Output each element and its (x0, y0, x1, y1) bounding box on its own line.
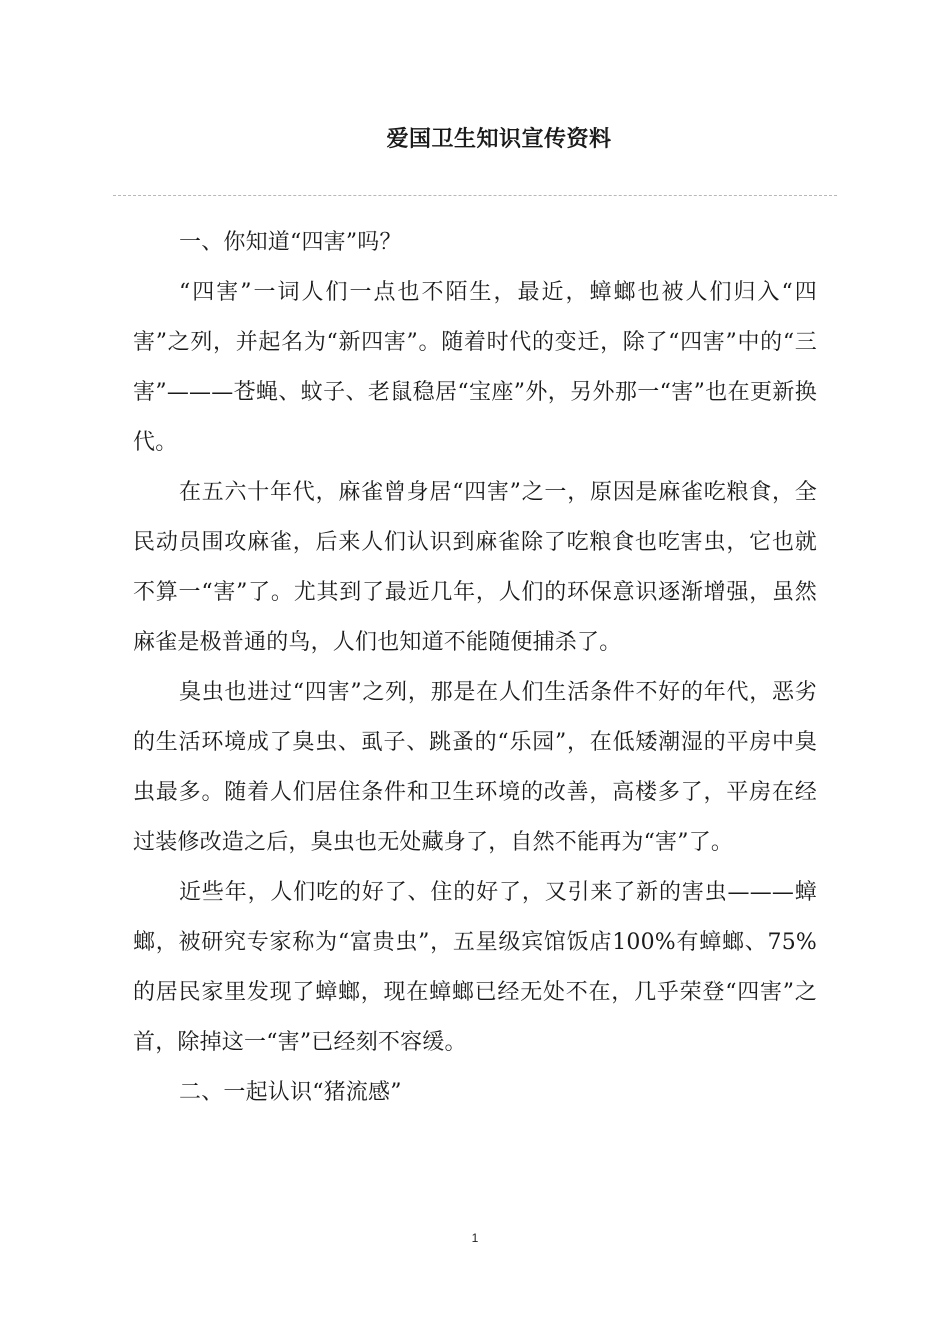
section-heading-1: 一、你知道“四害”吗？ (179, 230, 402, 255)
document-body (133, 218, 817, 1118)
paragraph: 臭虫也进过“四害”之列，那是在人们生活条件不好的年代，恶劣的生活环境成了臭虫、虱子、跳蚤的“乐园”，在低矮潮湿的平房中臭虫最多。随着人们居住条件和卫生环境的改善，高楼多了，平房在经过装修改造之后，臭虫也无处藏身了，自然不能再为“害”了。 (133, 680, 817, 855)
page-title: 爱国卫生知识宣传资料 (386, 126, 612, 152)
paragraph: “四害”一词人们一点也不陌生，最近，蟑螂也被人们归入“四害”之列，并起名为“新四害”。随着时代的变迁，除了“四害”中的“三害”———苍蝇、蚊子、老鼠稳居“宝座”外，另外那一“害”也在更新换代。 (133, 280, 817, 455)
paragraph: 在五六十年代，麻雀曾身居“四害”之一，原因是麻雀吃粮食，全民动员围攻麻雀，后来人们认识到麻雀除了吃粮食也吃害虫，它也就不算一“害”了。尤其到了最近几年，人们的环保意识逐渐增强，虽然麻雀是极普通的鸟，人们也知道不能随便捕杀了。 (133, 480, 817, 655)
page-number: 1 (471, 1231, 479, 1245)
section-heading-2: 二、一起认识“猪流感” (179, 1080, 402, 1105)
header-divider (113, 195, 837, 196)
paragraph: 近些年，人们吃的好了、住的好了，又引来了新的害虫———蟑螂，被研究专家称为“富贵虫”，五星级宾馆饭店100%有蟑螂、75%的居民家里发现了蟑螂，现在蟑螂已经无处不在，几乎荣登“四害”之首，除掉这一“害”已经刻不容缓。 (133, 880, 817, 1055)
